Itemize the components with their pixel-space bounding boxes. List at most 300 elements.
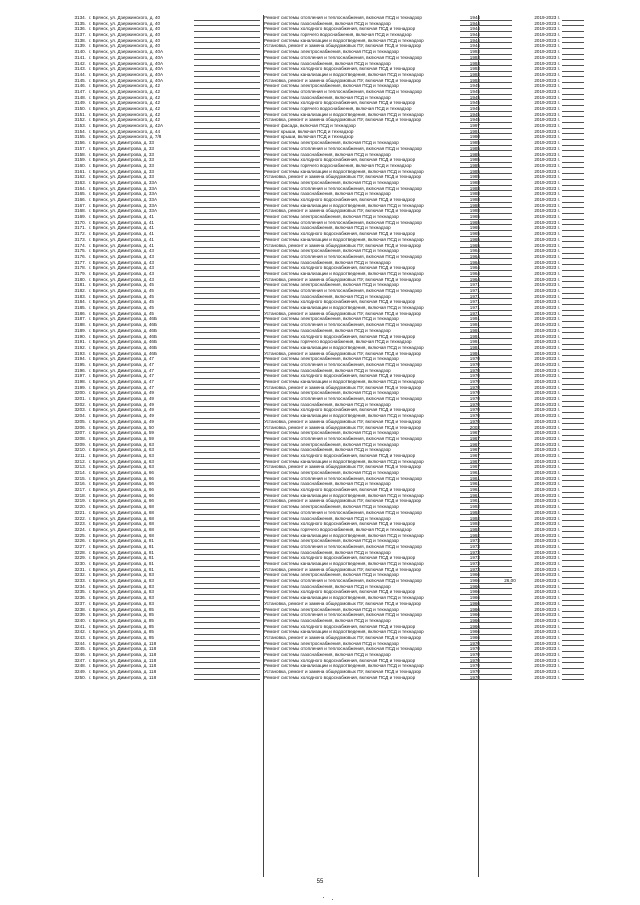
year-built-cell: 1993: [469, 71, 480, 77]
row-number: 3170.: [74, 219, 86, 225]
year-built-cell: 1991: [469, 322, 480, 328]
work-type-cell: Ремонт системы отопления и теплоснабжения, включая ПСД и технадзор: [264, 185, 422, 191]
address-cell: г. Брянск, ул. Димитрова, д. 50: [89, 424, 154, 430]
address-cell: г. Брянск, ул. Димитрова, д. 43: [89, 270, 154, 276]
period-cell: 2019-2023 г.: [534, 174, 560, 180]
year-built-cell: 1961: [469, 475, 480, 481]
row-number: 3179.: [74, 270, 86, 276]
row-number: 3188.: [74, 322, 86, 328]
row-number: 3180.: [74, 276, 86, 282]
row-number: 3200.: [74, 390, 86, 396]
period-cell: 2019-2023 г.: [534, 487, 560, 493]
row-number: 3227.: [74, 543, 86, 549]
work-type-cell: Установка, ремонт и замена общедомовых ПУ, включая ПСД и технадзор: [264, 424, 422, 430]
period-cell: 2019-2023 г.: [534, 185, 560, 191]
work-type-cell: Ремонт системы канализации и водоотведения, включая ПСД и технадзор: [264, 71, 424, 77]
year-built-cell: 1980: [469, 134, 480, 140]
year-built-cell: 1970: [469, 407, 480, 413]
period-cell: 2019-2023 г.: [534, 123, 560, 129]
work-type-cell: Ремонт системы электроснабжения, включая ПСД и технадзор: [264, 538, 399, 544]
period-cell: 2019-2023 г.: [534, 526, 560, 532]
work-type-cell: Ремонт системы холодного водоснабжения, включая ПСД и технадзор: [264, 452, 416, 458]
address-cell: г. Брянск, ул. Димитрова, д. 45: [89, 305, 154, 311]
row-number: 3214.: [74, 470, 86, 475]
address-cell: г. Брянск, ул. Дзержинского, д. 42: [89, 106, 161, 111]
work-type-cell: Ремонт крыши, включая ПСД и технадзор: [264, 128, 354, 134]
period-cell: 2019-2023 г.: [534, 88, 560, 94]
address-cell: г. Брянск, ул. Димитрова, д. 46Б: [89, 333, 157, 339]
address-cell: г. Брянск, ул. Димитрова, д. 118: [89, 674, 157, 680]
period-cell: 2019-2023 г.: [534, 430, 560, 436]
row-number: 3201.: [74, 396, 86, 402]
period-cell: 2019-2023 г.: [534, 595, 560, 601]
work-type-cell: Ремонт системы холодного водоснабжения, включая ПСД и технадзор: [264, 197, 416, 202]
work-type-cell: Ремонт системы газоснабжения, включая ПСД и технадзор: [264, 259, 391, 265]
address-cell: г. Брянск, ул. Димитрова, д. 49: [89, 390, 154, 396]
row-number: 3165.: [74, 191, 86, 197]
year-built-cell: 1991: [469, 339, 480, 345]
address-cell: г. Брянск, ул. Димитрова, д. 41: [89, 242, 154, 248]
work-type-cell: Ремонт системы электроснабжения, включая ПСД и технадзор: [264, 83, 399, 89]
year-built-cell: 1965: [469, 231, 480, 237]
year-built-cell: 1964: [469, 276, 480, 282]
year-built-cell: 1970: [469, 663, 480, 669]
row-number: 3245.: [74, 646, 86, 652]
work-type-cell: Ремонт системы холодного водоснабжения, включая ПСД и технадзор: [264, 487, 416, 493]
year-built-cell: 1944: [469, 43, 480, 49]
year-built-cell: 1992: [469, 532, 480, 538]
row-number: 3164.: [74, 185, 86, 191]
row-number: 3236.: [74, 595, 86, 601]
period-cell: 2019-2023 г.: [534, 424, 560, 430]
work-type-cell: Ремонт системы газоснабжения, включая ПСД и технадзор: [264, 401, 391, 407]
work-type-cell: Ремонт системы газоснабжения, включая ПСД и технадзор: [264, 367, 391, 373]
work-type-cell: Ремонт системы канализации и водоотведения, включая ПСД и технадзор: [264, 111, 424, 117]
period-cell: 2019-2023 г.: [534, 674, 560, 680]
year-built-cell: 1944: [469, 20, 480, 26]
work-type-cell: Ремонт системы канализации и водоотведения, включая ПСД и технадзор: [264, 663, 424, 669]
period-cell: 2019-2023 г.: [534, 509, 560, 515]
fill-line: [460, 679, 512, 680]
row-number: 3151.: [74, 111, 86, 117]
address-cell: г. Брянск, ул. Димитрова, д. 85: [89, 606, 154, 612]
year-built-cell: 1985: [469, 140, 480, 146]
period-cell: 2019-2023 г.: [534, 407, 560, 413]
address-cell: г. Брянск, ул. Дзержинского, д. 40: [89, 15, 161, 20]
row-number: 3141.: [74, 54, 86, 60]
period-cell: 2019-2023 г.: [534, 441, 560, 447]
row-number: 3241.: [74, 623, 86, 629]
address-cell: г. Брянск, ул. Димитрова, д. 66: [89, 470, 154, 475]
address-cell: г. Брянск, ул. Димитрова, д. 81: [89, 555, 154, 561]
address-cell: г. Брянск, ул. Димитрова, д. 83: [89, 578, 154, 584]
period-cell: 2019-2023 г.: [534, 322, 560, 328]
period-cell: 2019-2023 г.: [534, 600, 560, 606]
work-type-cell: Ремонт системы газоснабжения, включая ПСД и технадзор: [264, 94, 391, 100]
year-built-cell: 1991: [469, 333, 480, 339]
row-number: 3247.: [74, 657, 86, 663]
row-number: 3183.: [74, 293, 86, 299]
address-cell: г. Брянск, ул. Дзержинского, д. 40А: [89, 77, 164, 83]
year-built-cell: 1970: [469, 652, 480, 657]
work-type-cell: Ремонт системы отопления и теплоснабжения, включая ПСД и технадзор: [264, 322, 422, 328]
row-number: 3208.: [74, 435, 86, 441]
row-number: 3159.: [74, 157, 86, 163]
period-cell: 2019-2023 г.: [534, 157, 560, 163]
work-type-cell: Ремонт системы канализации и водоотведения, включая ПСД и технадзор: [264, 413, 424, 419]
row-number: 3154.: [74, 128, 86, 134]
period-cell: 2019-2023 г.: [534, 128, 560, 134]
address-cell: г. Брянск, ул. Димитрова, д. 85: [89, 634, 154, 640]
work-type-cell: Ремонт системы отопления и теплоснабжения, включая ПСД и технадзор: [264, 646, 422, 652]
work-type-cell: Установка, ремонт и замена общедомовых ПУ, включая ПСД и технадзор: [264, 350, 422, 356]
address-cell: г. Брянск, ул. Димитрова, д. 81: [89, 561, 154, 566]
work-type-cell: Ремонт системы холодного водоснабжения, включая ПСД и технадзор: [264, 407, 416, 413]
period-cell: 2019-2023 г.: [534, 612, 560, 618]
row-number: 3169.: [74, 214, 86, 220]
year-built-cell: 1970: [469, 657, 480, 663]
work-type-cell: Ремонт системы отопления и теплоснабжения, включая ПСД и технадзор: [264, 15, 422, 20]
year-built-cell: 1985: [469, 145, 480, 151]
work-type-cell: Ремонт системы газоснабжения, включая ПСД и технадзор: [264, 617, 391, 623]
row-number: 3143.: [74, 66, 86, 72]
period-cell: 2019-2023 г.: [534, 339, 560, 345]
row-number: 3150.: [74, 106, 86, 111]
row-number: 3187.: [74, 316, 86, 322]
year-built-cell: 1970: [469, 640, 480, 646]
row-number: 3186.: [74, 310, 86, 316]
page-number: 55: [316, 879, 324, 885]
address-cell: г. Брянск, ул. Димитрова, д. 63: [89, 441, 154, 447]
row-number: 3250.: [74, 674, 86, 680]
work-type-cell: Ремонт системы горячего водоснабжения, включая ПСД и технадзор: [264, 339, 412, 345]
period-cell: 2019-2023 г.: [534, 316, 560, 322]
period-cell: 2019-2023 г.: [534, 470, 560, 475]
work-type-cell: Ремонт системы отопления и теплоснабжения, включая ПСД и технадзор: [264, 288, 422, 293]
year-built-cell: 1945: [469, 88, 480, 94]
address-cell: г. Брянск, ул. Димитрова, д. 33: [89, 168, 154, 174]
work-type-cell: Ремонт системы электроснабжения, включая ПСД и технадзор: [264, 214, 399, 220]
period-cell: 2019-2023 г.: [534, 151, 560, 157]
address-cell: г. Брянск, ул. Димитрова, д. 85: [89, 612, 154, 618]
year-built-cell: 1970: [469, 413, 480, 419]
address-cell: г. Брянск, ул. Дзержинского, д. 40: [89, 32, 161, 38]
period-cell: 2019-2023 г.: [534, 401, 560, 407]
period-cell: 2019-2023 г.: [534, 197, 560, 202]
work-type-cell: Ремонт системы горячего водоснабжения, включая ПСД и технадзор: [264, 526, 412, 532]
work-type-cell: Ремонт системы отопления и теплоснабжения, включая ПСД и технадзор: [264, 253, 422, 259]
year-built-cell: 1961: [469, 470, 480, 475]
row-number: 3204.: [74, 413, 86, 419]
work-type-cell: Ремонт системы газоснабжения, включая ПСД и технадзор: [264, 151, 391, 157]
work-type-cell: Ремонт системы газоснабжения, включая ПСД и технадзор: [264, 583, 391, 589]
address-cell: г. Брянск, ул. Димитрова, д. 46Б: [89, 322, 157, 328]
period-cell: 2019-2023 г.: [534, 299, 560, 305]
period-cell: 2019-2023 г.: [534, 589, 560, 595]
work-type-cell: Ремонт системы электроснабжения, включая ПСД и технадзор: [264, 282, 399, 288]
address-cell: г. Брянск, ул. Димитрова, д. 68: [89, 515, 154, 521]
address-cell: г. Брянск, ул. Димитрова, д. 47: [89, 356, 154, 362]
period-cell: 2019-2023 г.: [534, 572, 560, 578]
period-cell: 2019-2023 г.: [534, 43, 560, 49]
row-number: 3142.: [74, 60, 86, 66]
year-built-cell: 1971: [469, 293, 480, 299]
period-cell: 2019-2023 г.: [534, 117, 560, 123]
year-built-cell: 1970: [469, 356, 480, 362]
year-built-cell: 1967: [469, 441, 480, 447]
address-cell: г. Брянск, ул. Димитрова, д. 68: [89, 521, 154, 527]
row-number: 3240.: [74, 617, 86, 623]
row-number: 3209.: [74, 441, 86, 447]
period-cell: 2019-2023 г.: [534, 134, 560, 140]
row-number: 3198.: [74, 379, 86, 384]
row-number: 3167.: [74, 202, 86, 208]
work-type-cell: Ремонт системы холодного водоснабжения, включая ПСД и технадзор: [264, 157, 416, 163]
period-cell: 2019-2023 г.: [534, 521, 560, 527]
work-type-cell: Установка, ремонт и замена общедомовых ПУ, включая ПСД и технадзор: [264, 77, 422, 83]
address-cell: г. Брянск, ул. Дзержинского, д. 40А: [89, 66, 164, 72]
address-cell: г. Брянск, ул. Димитрова, д. 49: [89, 413, 154, 419]
address-cell: г. Брянск, ул. Димитрова, д. 49: [89, 407, 154, 413]
period-cell: 2019-2023 г.: [534, 515, 560, 521]
period-cell: 2019-2023 г.: [534, 396, 560, 402]
period-cell: 2019-2023 г.: [534, 458, 560, 464]
year-built-cell: 1973: [469, 538, 480, 544]
period-cell: 2019-2023 г.: [534, 532, 560, 538]
row-number: 3230.: [74, 561, 86, 566]
row-number: 3191.: [74, 339, 86, 345]
period-cell: 2019-2023 г.: [534, 413, 560, 419]
year-built-cell: 1971: [469, 288, 480, 293]
address-cell: г. Брянск, ул. Димитрова, д. 43: [89, 276, 154, 282]
work-type-cell: Установка, ремонт и замена общедомовых ПУ, включая ПСД и технадзор: [264, 498, 422, 504]
row-number: 3195.: [74, 361, 86, 367]
period-cell: 2019-2023 г.: [534, 555, 560, 561]
period-cell: 2019-2023 г.: [534, 253, 560, 259]
address-cell: г. Брянск, ул. Димитрова, д. 33: [89, 162, 154, 168]
work-type-cell: Ремонт системы электроснабжения, включая ПСД и технадзор: [264, 179, 399, 185]
work-type-cell: Ремонт системы газоснабжения, включая ПСД и технадзор: [264, 20, 391, 26]
row-number: 3166.: [74, 197, 86, 202]
work-type-cell: Ремонт системы отопления и теплоснабжения, включая ПСД и технадзор: [264, 396, 422, 402]
work-type-cell: Ремонт системы электроснабжения, включая ПСД и технадзор: [264, 140, 399, 146]
year-built-cell: 1944: [469, 37, 480, 43]
address-cell: г. Брянск, ул. Дзержинского, д. 42: [89, 88, 161, 94]
year-built-cell: 1991: [469, 316, 480, 322]
period-cell: 2019-2023 г.: [534, 578, 560, 584]
period-cell: 2019-2023 г.: [534, 145, 560, 151]
work-type-cell: Ремонт системы холодного водоснабжения, включая ПСД и технадзор: [264, 265, 416, 271]
year-built-cell: 1966: [469, 617, 480, 623]
year-built-cell: 1966: [469, 634, 480, 640]
address-cell: г. Брянск, ул. Димитрова, д. 81: [89, 538, 154, 544]
work-type-cell: Установка, ремонт и замена общедомовых ПУ, включая ПСД и технадзор: [264, 634, 422, 640]
row-number: 3238.: [74, 606, 86, 612]
row-number: 3152.: [74, 117, 86, 123]
work-type-cell: Ремонт системы электроснабжения, включая ПСД и технадзор: [264, 316, 399, 322]
work-type-cell: Ремонт системы отопления и теплоснабжения, включая ПСД и технадзор: [264, 612, 422, 618]
work-type-cell: Ремонт системы горячего водоснабжения, включая ПСД и технадзор: [264, 162, 412, 168]
year-built-cell: 1970: [469, 373, 480, 379]
work-type-cell: Ремонт системы электроснабжения, включая ПСД и технадзор: [264, 606, 399, 612]
period-cell: 2019-2023 г.: [534, 20, 560, 26]
table-row: [74, 675, 586, 681]
row-number: 3246.: [74, 652, 86, 657]
address-cell: г. Брянск, ул. Дзержинского, д. 40А: [89, 60, 164, 66]
address-cell: г. Брянск, ул. Димитрова, д. 66: [89, 498, 154, 504]
work-type-cell: Ремонт системы канализации и водоотведения, включая ПСД и технадзор: [264, 532, 424, 538]
period-cell: 2019-2023 г.: [534, 498, 560, 504]
address-cell: г. Брянск, ул. Димитрова, д. 118: [89, 646, 157, 652]
year-built-cell: 1945: [469, 100, 480, 106]
row-number: 3157.: [74, 145, 86, 151]
year-built-cell: 1970: [469, 384, 480, 390]
row-number: 3232.: [74, 572, 86, 578]
period-cell: 2019-2023 г.: [534, 26, 560, 32]
period-cell: 2019-2023 г.: [534, 652, 560, 657]
period-cell: 2019-2023 г.: [534, 492, 560, 498]
row-number: 3207.: [74, 430, 86, 436]
row-number: 3248.: [74, 663, 86, 669]
year-built-cell: 1964: [469, 248, 480, 254]
row-number: 3139.: [74, 43, 86, 49]
address-cell: г. Брянск, ул. Димитрова, д. 68: [89, 504, 154, 510]
period-cell: 2019-2023 г.: [534, 168, 560, 174]
address-cell: г. Брянск, ул. Димитрова, д. 33А: [89, 208, 158, 214]
work-type-cell: Ремонт системы электроснабжения, включая ПСД и технадзор: [264, 356, 399, 362]
year-built-cell: 1966: [469, 572, 480, 578]
period-cell: 2019-2023 г.: [534, 447, 560, 453]
period-cell: 2019-2023 г.: [534, 179, 560, 185]
row-number: 3177.: [74, 259, 86, 265]
period-cell: 2019-2023 г.: [534, 162, 560, 168]
scan-speck: [332, 899, 333, 900]
address-cell: г. Брянск, ул. Димитрова, д. 47: [89, 384, 154, 390]
work-type-cell: Ремонт системы канализации и водоотведения, включая ПСД и технадзор: [264, 202, 424, 208]
period-cell: 2019-2023 г.: [534, 54, 560, 60]
address-cell: г. Брянск, ул. Дзержинского, д. 42: [89, 100, 161, 106]
year-built-cell: 1966: [469, 578, 480, 584]
address-cell: г. Брянск, ул. Димитрова, д. 33: [89, 151, 154, 157]
period-cell: 2019-2023 г.: [534, 282, 560, 288]
year-built-cell: 1964: [469, 270, 480, 276]
year-built-cell: 1993: [469, 49, 480, 55]
work-type-cell: Ремонт системы канализации и водоотведения, включая ПСД и технадзор: [264, 561, 424, 566]
row-number: 3249.: [74, 669, 86, 675]
row-number: 3171.: [74, 225, 86, 231]
year-built-cell: 1964: [469, 265, 480, 271]
address-cell: г. Брянск, ул. Димитрова, д. 47: [89, 373, 154, 379]
year-built-cell: 1973: [469, 561, 480, 566]
period-cell: 2019-2023 г.: [534, 248, 560, 254]
address-cell: г. Брянск, ул. Димитрова, д. 63: [89, 464, 154, 470]
address-cell: г. Брянск, ул. Димитрова, д. 66: [89, 481, 154, 487]
year-built-cell: 1997: [469, 123, 480, 129]
period-cell: 2019-2023 г.: [534, 208, 560, 214]
row-number: 3231.: [74, 566, 86, 572]
period-cell: 2019-2023 г.: [534, 214, 560, 220]
address-cell: г. Брянск, ул. Димитрова, д. 33А: [89, 202, 158, 208]
work-type-cell: Ремонт системы холодного водоснабжения, включая ПСД и технадзор: [264, 231, 416, 237]
work-type-cell: Установка, ремонт и замена общедомовых ПУ, включая ПСД и технадзор: [264, 117, 422, 123]
row-number: 3210.: [74, 447, 86, 453]
address-cell: г. Брянск, ул. Димитрова, д. 85: [89, 617, 154, 623]
work-type-cell: Ремонт фасада, включая ПСД и технадзор: [264, 123, 356, 129]
address-cell: г. Брянск, ул. Дзержинского, д. 40А: [89, 49, 164, 55]
address-cell: г. Брянск, ул. Димитрова, д. 118: [89, 663, 157, 669]
work-type-cell: Ремонт системы электроснабжения, включая ПСД и технадзор: [264, 640, 399, 646]
work-type-cell: Ремонт системы электроснабжения, включая ПСД и технадзор: [264, 470, 399, 475]
year-built-cell: 1973: [469, 543, 480, 549]
work-type-cell: Установка, ремонт и замена общедомовых ПУ, включая ПСД и технадзор: [264, 310, 422, 316]
row-number: 3213.: [74, 464, 86, 470]
year-built-cell: 1944: [469, 26, 480, 32]
row-number: 3178.: [74, 265, 86, 271]
address-cell: г. Брянск, ул. Димитрова, д. 45: [89, 293, 154, 299]
year-built-cell: 1945: [469, 106, 480, 111]
work-type-cell: Ремонт системы канализации и водоотведения, включая ПСД и технадзор: [264, 595, 424, 601]
year-built-cell: 1970: [469, 669, 480, 675]
year-built-cell: 1988: [469, 202, 480, 208]
period-cell: 2019-2023 г.: [534, 418, 560, 424]
period-cell: 2019-2023 г.: [534, 583, 560, 589]
work-type-cell: Ремонт системы электроснабжения, включая ПСД и технадзор: [264, 248, 399, 254]
address-cell: г. Брянск, ул. Димитрова, д. 68: [89, 526, 154, 532]
row-number: 3243.: [74, 634, 86, 640]
row-number: 3153.: [74, 123, 86, 129]
address-cell: г. Брянск, ул. Димитрова, д. 81: [89, 543, 154, 549]
row-number: 3225.: [74, 532, 86, 538]
address-cell: г. Брянск, ул. Димитрова, д. 41: [89, 214, 154, 220]
row-number: 3175.: [74, 248, 86, 254]
year-built-cell: 1970: [469, 418, 480, 424]
address-cell: г. Брянск, ул. Дзержинского, д. 44: [89, 128, 161, 134]
row-number: 3155.: [74, 134, 86, 140]
work-type-cell: Ремонт системы канализации и водоотведения, включая ПСД и технадзор: [264, 492, 424, 498]
period-cell: 2019-2023 г.: [534, 504, 560, 510]
period-cell: 2019-2023 г.: [534, 373, 560, 379]
year-built-cell: 1992: [469, 526, 480, 532]
year-built-cell: 1966: [469, 606, 480, 612]
row-number: 3190.: [74, 333, 86, 339]
address-cell: г. Брянск, ул. Димитрова, д. 45: [89, 282, 154, 288]
address-cell: г. Брянск, ул. Димитрова, д. 47: [89, 367, 154, 373]
row-number: 3137.: [74, 32, 86, 38]
address-cell: г. Брянск, ул. Димитрова, д. 49: [89, 396, 154, 402]
year-built-cell: 1988: [469, 179, 480, 185]
year-built-cell: 1964: [469, 253, 480, 259]
row-number: 3162.: [74, 174, 86, 180]
address-cell: г. Брянск, ул. Димитрова, д. 43: [89, 265, 154, 271]
address-cell: г. Брянск, ул. Димитрова, д. 33А: [89, 197, 158, 202]
address-cell: г. Брянск, ул. Димитрова, д. 49: [89, 418, 154, 424]
year-built-cell: 1961: [469, 492, 480, 498]
period-cell: 2019-2023 г.: [534, 305, 560, 311]
year-built-cell: 1973: [469, 566, 480, 572]
row-number: 3221.: [74, 509, 86, 515]
work-type-cell: Ремонт системы канализации и водоотведения, включая ПСД и технадзор: [264, 458, 424, 464]
work-type-cell: Ремонт системы газоснабжения, включая ПСД и технадзор: [264, 481, 391, 487]
period-cell: 2019-2023 г.: [534, 475, 560, 481]
row-number: 3223.: [74, 521, 86, 527]
year-built-cell: 1967: [469, 435, 480, 441]
period-cell: 2019-2023 г.: [534, 140, 560, 146]
year-built-cell: 1970: [469, 646, 480, 652]
work-type-cell: Ремонт системы электроснабжения, включая ПСД и технадзор: [264, 49, 399, 55]
row-number: 3146.: [74, 83, 86, 89]
address-cell: г. Брянск, ул. Дзержинского, д. 42: [89, 117, 161, 123]
period-cell: 2019-2023 г.: [534, 452, 560, 458]
